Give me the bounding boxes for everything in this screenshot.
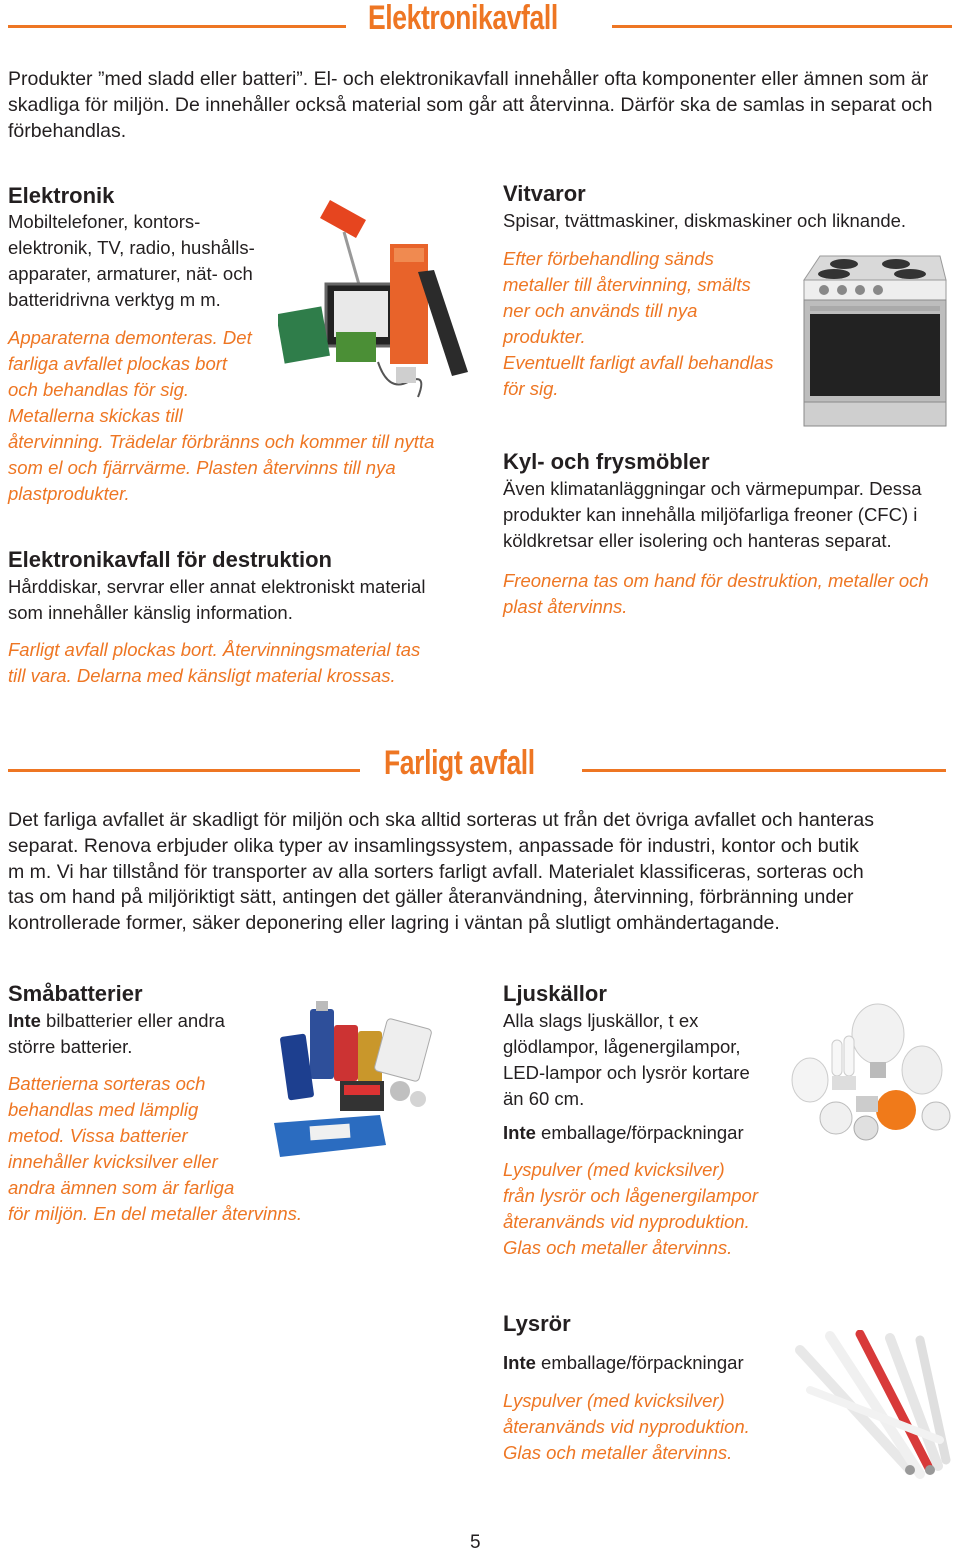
smabatterier-text xyxy=(8,1008,268,1060)
text-line: återanvänds vid nyproduktion. xyxy=(503,1416,750,1437)
page-number: 5 xyxy=(470,1532,481,1553)
text-line: Farligt avfall plockas bort. Återvinningsmaterial tas xyxy=(8,639,421,660)
text-line xyxy=(8,1008,268,1034)
text-line: produkter kan innehålla miljöfarliga freoner (CFC) i xyxy=(503,504,918,525)
inte-label: Inte xyxy=(503,1122,536,1143)
kyl-text xyxy=(503,476,953,554)
text-line: Det farliga avfallet är skadligt för miljön och ska alltid sorteras ut från det övriga avfallet och hanteras xyxy=(8,809,875,831)
text-line: elektronik, TV, radio, hushålls- xyxy=(8,237,255,258)
text-line: Eventuellt farligt avfall behandlas xyxy=(503,352,774,373)
electronics-illustration xyxy=(278,192,478,422)
text-line: från lysrör och lågenergilampor xyxy=(503,1185,759,1206)
text-line: separat. Renova erbjuder olika typer av insamlingssystem, anpassade för industri, kontor och butik xyxy=(8,834,859,857)
section-title-elektronikavfall: Elektronikavfall xyxy=(368,0,558,37)
text-line: kontrollerade former, säker deponering eller lagring i väntan på slutligt omhändertagande. xyxy=(8,912,780,935)
text-line: större batterier. xyxy=(8,1036,133,1057)
text-rest: emballage/förpackningar xyxy=(535,1352,744,1373)
section-title-farligt-avfall: Farligt avfall xyxy=(384,744,535,782)
text-line: för sig. xyxy=(503,378,559,399)
title-rule-left-2 xyxy=(8,769,360,772)
text-line: för miljön. En del metaller återvinns. xyxy=(8,1203,303,1224)
text-line: Lyspulver (med kvicksilver) xyxy=(503,1390,725,1411)
ljuskallor-inte xyxy=(503,1120,803,1146)
text-line: återanvänds vid nyproduktion. xyxy=(503,1211,750,1232)
text-line: och behandlas för sig. xyxy=(8,379,190,400)
text-line: Glas och metaller återvinns. xyxy=(503,1237,733,1258)
elektronik-text xyxy=(8,209,308,313)
text-line: Batterierna sorteras och xyxy=(8,1073,206,1094)
heading-kyl-frys: Kyl- och frysmöbler xyxy=(503,449,710,474)
heading-elektronik: Elektronik xyxy=(8,183,115,208)
ljuskallor-orange-text xyxy=(503,1157,803,1261)
heading-smabatterier: Småbatterier xyxy=(8,981,143,1006)
title-rule-right-2 xyxy=(582,769,946,772)
text-line: återvinning. Trädelar förbränns och kommer till nytta xyxy=(8,431,435,452)
vitvaror-orange-text xyxy=(503,246,803,402)
text-line: apparater, armaturer, nät- och xyxy=(8,263,253,284)
lysror-orange-text xyxy=(503,1388,803,1466)
heading-lysror: Lysrör xyxy=(503,1311,571,1336)
heading-vitvaror: Vitvaror xyxy=(503,181,586,206)
text-line: m m. Vi har tillstånd för transporter av alla sorters farligt avfall. Materialet klassificeras, sorteras och xyxy=(8,860,864,883)
heading-ljuskallor: Ljuskällor xyxy=(503,981,607,1006)
text-line: som innehåller känslig information. xyxy=(8,602,293,623)
text-rest: bilbatterier eller andra xyxy=(40,1010,225,1031)
stove-illustration xyxy=(800,252,950,430)
text-line: produkter. xyxy=(503,326,586,347)
text-line: till vara. Delarna med känsligt material krossas. xyxy=(8,665,396,686)
text-line: Apparaterna demonteras. Det xyxy=(8,327,252,348)
title-rule-left xyxy=(8,25,346,28)
title-rule-right xyxy=(612,25,952,28)
fluorescent-tubes-illustration xyxy=(790,1330,955,1480)
text-line: ner och används till nya xyxy=(503,300,698,321)
ljuskallor-text xyxy=(503,1008,783,1112)
text-line: som el och fjärrvärme. Plasten återvinns till nya xyxy=(8,457,396,478)
farligt-intro-text xyxy=(8,808,958,937)
text-line: Efter förbehandling sänds xyxy=(503,248,714,269)
text-line: innehåller kvicksilver eller xyxy=(8,1151,218,1172)
text-line: köldkretsar eller isolering och hanteras separat. xyxy=(503,530,892,551)
text-line: glödlampor, lågenergilampor, xyxy=(503,1036,741,1057)
destruktion-text xyxy=(8,574,468,626)
destruktion-orange-text xyxy=(8,637,468,689)
text-line: batteridrivna verktyg m m. xyxy=(8,289,221,310)
inte-label: Inte xyxy=(8,1010,41,1031)
text-line: tas om hand på miljöriktigt sätt, antingen det gäller återanvändning, återvinning, förbränning under xyxy=(8,886,854,909)
heading-destruktion: Elektronikavfall för destruktion xyxy=(8,547,332,572)
kyl-orange-text xyxy=(503,568,953,620)
intro-text: Produkter ”med sladd eller batteri”. El- och elektronikavfall innehåller ofta komponenter eller ämnen som är skadliga för miljön. De innehåller också material som går att återvinna. Därför ska de samlas in separat och förbehandlas. xyxy=(8,68,933,142)
text-line: farliga avfallet plockas bort xyxy=(8,353,228,374)
text-line: Freonerna tas om hand för destruktion, metaller och xyxy=(503,570,929,591)
lysror-inte xyxy=(503,1350,803,1376)
lightbulbs-illustration xyxy=(786,1000,954,1160)
text-line: plast återvinns. xyxy=(503,596,628,617)
text-line: Hårddiskar, servrar eller annat elektroniskt material xyxy=(8,576,426,597)
inte-label: Inte xyxy=(503,1352,536,1373)
text-line: Lyspulver (med kvicksilver) xyxy=(503,1159,725,1180)
batteries-illustration xyxy=(270,995,460,1163)
text-line: metod. Vissa batterier xyxy=(8,1125,188,1146)
text-line: Alla slags ljuskällor, t ex xyxy=(503,1010,699,1031)
text-line: Mobiltelefoner, kontors- xyxy=(8,211,201,232)
text-line: metaller till återvinning, smälts xyxy=(503,274,751,295)
text-rest: emballage/förpackningar xyxy=(535,1122,744,1143)
text-line: Även klimatanläggningar och värmepumpar. Dessa xyxy=(503,478,922,499)
text-line: Glas och metaller återvinns. xyxy=(503,1442,733,1463)
text-line: plastprodukter. xyxy=(8,483,130,504)
vitvaror-text: Spisar, tvättmaskiner, diskmaskiner och liknande. xyxy=(503,210,907,231)
text-line: Metallerna skickas till xyxy=(8,405,183,426)
text-line: behandlas med lämplig xyxy=(8,1099,199,1120)
text-line: LED-lampor och lysrör kortare xyxy=(503,1062,750,1083)
text-line: andra ämnen som är farliga xyxy=(8,1177,235,1198)
text-line: än 60 cm. xyxy=(503,1088,585,1109)
